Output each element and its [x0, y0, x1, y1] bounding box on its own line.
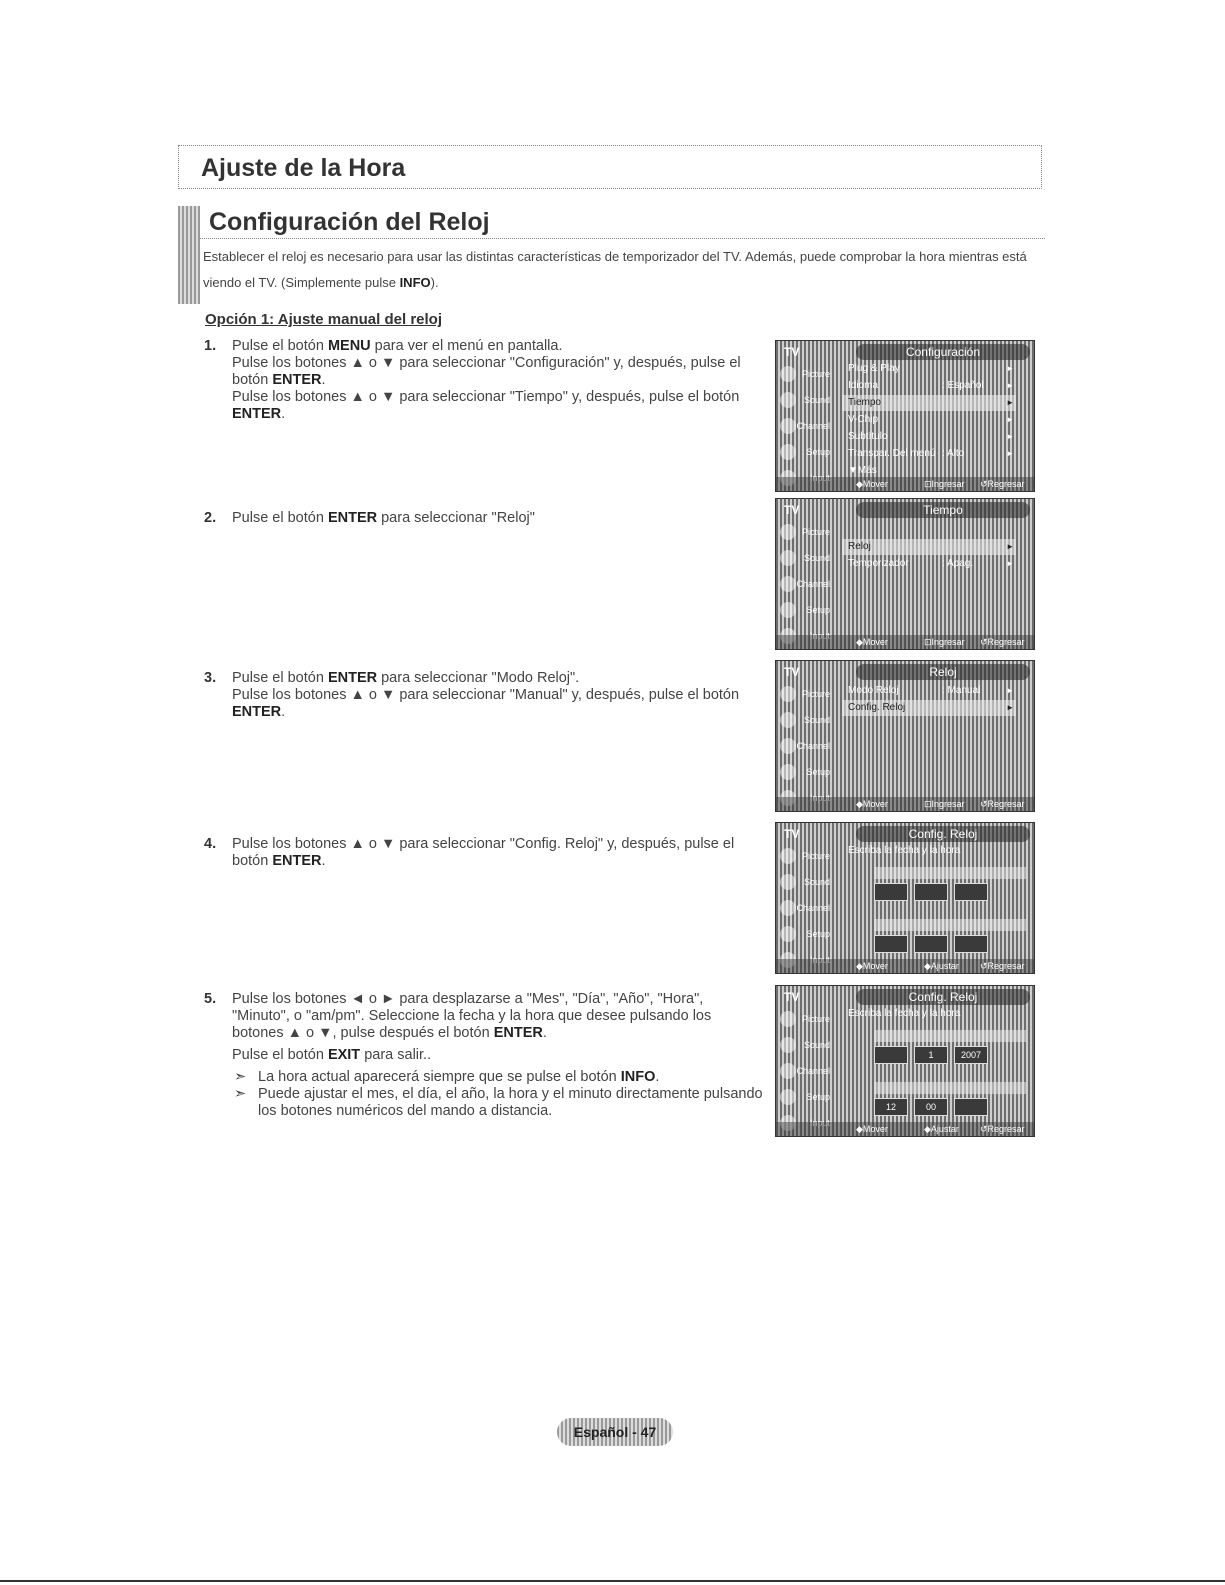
sidebar-item-sound: Sound — [776, 545, 834, 571]
step-5 — [204, 991, 764, 1120]
screen-footer: ◆Mover ◆Ajustar ↺Regresar — [776, 1122, 1034, 1136]
sidebar-item-channel: Channel — [776, 733, 834, 759]
time-row — [874, 1098, 1026, 1116]
menu-item: Idioma : Español ► — [842, 378, 1016, 394]
menu-title: Config. Reloj — [856, 989, 1030, 1005]
sound-icon — [780, 1037, 796, 1053]
tv-label: TV — [784, 345, 800, 359]
tv-screen-config-reloj-empty — [775, 822, 1035, 974]
screen-footer: ◆Mover ◆Ajustar ↺Regresar — [776, 959, 1034, 973]
clock-fields — [874, 867, 1026, 971]
menu-item-selected: Tiempo ► — [842, 395, 1016, 411]
time-row — [874, 935, 1026, 953]
step-number: 1. — [204, 338, 217, 354]
year-box: 2007 — [954, 1046, 988, 1064]
menu-item-more: ▼Más — [848, 465, 877, 476]
step-1 — [204, 338, 764, 423]
picture-icon — [780, 686, 796, 702]
sidebar-item-input: Input — [776, 1110, 834, 1136]
menu-item: Temporizador : Apag. ► — [842, 556, 1016, 572]
step-line: Pulse los botones ▲ o ▼ para seleccionar "Config. Reloj" y, después, pulse el botón ENTER. — [232, 836, 735, 869]
date-row — [874, 1046, 1026, 1064]
sound-icon — [780, 550, 796, 566]
chevron-right-icon: ► — [1006, 559, 1014, 568]
sidebar-item-setup: Setup — [776, 921, 834, 947]
minute-box — [914, 935, 948, 953]
section-rule — [200, 238, 1045, 239]
menu-items — [842, 539, 1016, 573]
chevron-right-icon: ► — [1006, 449, 1014, 458]
chevron-right-icon: ► — [1006, 381, 1014, 390]
screen-sidebar — [776, 1006, 834, 1128]
sidebar-item-input: Input — [776, 465, 834, 491]
date-row — [874, 883, 1026, 901]
chevron-right-icon: ► — [1006, 432, 1014, 441]
step-line: Pulse el botón MENU para ver el menú en pantalla. — [232, 338, 563, 354]
menu-item: V-Chip ► — [842, 412, 1016, 428]
sidebar-item-setup: Setup — [776, 1084, 834, 1110]
date-field-labels — [874, 867, 1026, 879]
menu-items — [842, 683, 1016, 717]
menu-item-selected: Reloj ► — [842, 539, 1016, 555]
chevron-right-icon: ► — [1006, 703, 1014, 712]
step-2 — [204, 510, 764, 527]
chevron-right-icon: ► — [1006, 364, 1014, 373]
ampm-box — [954, 1098, 988, 1116]
sound-icon — [780, 712, 796, 728]
step-number: 3. — [204, 670, 217, 686]
main-header — [178, 145, 1042, 189]
setup-icon — [780, 444, 796, 460]
sidebar-item-sound: Sound — [776, 707, 834, 733]
menu-items — [842, 361, 1016, 480]
setup-icon — [780, 1089, 796, 1105]
tv-screen-tiempo — [775, 498, 1035, 650]
day-box: 1 — [914, 1046, 948, 1064]
bottom-rule — [0, 1580, 1225, 1582]
screen-sidebar — [776, 519, 834, 641]
hour-box — [874, 935, 908, 953]
screen-sidebar — [776, 681, 834, 803]
tv-screen-reloj — [775, 660, 1035, 812]
channel-icon — [780, 900, 796, 916]
menu-items — [842, 1006, 1016, 1023]
year-box — [954, 883, 988, 901]
step-3 — [204, 670, 764, 721]
step-line: Pulse los botones ◄ o ► para desplazarse a "Mes", "Día", "Año", "Hora", "Minuto", o "am/pm". Seleccione la fecha y la hora que desee pulsando los botones ▲ o ▼, pulse después el botón ENTER. — [232, 991, 712, 1041]
month-box — [874, 1046, 908, 1064]
screen-footer: ◆Mover ⊡Ingresar ↺Regresar — [776, 635, 1034, 649]
step-number: 5. — [204, 991, 217, 1007]
clock-subtitle: Escriba la fecha y la hora — [848, 1008, 961, 1019]
sidebar-item-input: Input — [776, 785, 834, 811]
sidebar-item-picture: Picture — [776, 519, 834, 545]
channel-icon — [780, 576, 796, 592]
setup-icon — [780, 602, 796, 618]
menu-title: Tiempo — [856, 502, 1030, 518]
sidebar-item-channel: Channel — [776, 413, 834, 439]
sidebar-item-setup: Setup — [776, 439, 834, 465]
option-heading: Opción 1: Ajuste manual del reloj — [205, 311, 442, 328]
section-title: Configuración del Reloj — [209, 208, 490, 236]
section-bar — [178, 206, 200, 304]
time-field-labels — [874, 919, 1026, 931]
note-1: ➣ La hora actual aparecerá siempre que se pulse el botón INFO. — [234, 1069, 660, 1085]
time-field-labels — [874, 1082, 1026, 1094]
step-line: Pulse los botones ▲ o ▼ para seleccionar "Manual" y, después, pulse el botón ENTER. — [232, 687, 740, 720]
menu-item: Plug & Play ► — [842, 361, 1016, 377]
month-box — [874, 883, 908, 901]
menu-title: Configuración — [856, 344, 1030, 360]
step-line: Pulse el botón ENTER para seleccionar "Modo Reloj". — [232, 670, 580, 686]
tv-label: TV — [784, 827, 800, 841]
chevron-right-icon: ► — [1006, 398, 1014, 407]
tv-label: TV — [784, 503, 800, 517]
chevron-right-icon: ► — [1006, 415, 1014, 424]
sound-icon — [780, 392, 796, 408]
menu-item: Transpar. Del menú : Alto ► — [842, 446, 1016, 462]
step-line: Pulse el botón EXIT para salir.. — [232, 1047, 432, 1063]
menu-item: Subtítulo ► — [842, 429, 1016, 445]
step-number: 4. — [204, 836, 217, 852]
chevron-right-icon: ► — [1006, 542, 1014, 551]
step-4 — [204, 836, 764, 870]
menu-item-selected: Config. Reloj ► — [842, 700, 1016, 716]
menu-item: Modo Reloj : Manual ► — [842, 683, 1016, 699]
picture-icon — [780, 366, 796, 382]
setup-icon — [780, 764, 796, 780]
tv-label: TV — [784, 990, 800, 1004]
clock-fields — [874, 1030, 1026, 1134]
date-field-labels — [874, 1030, 1026, 1042]
step-number: 2. — [204, 510, 217, 526]
sidebar-item-picture: Picture — [776, 681, 834, 707]
channel-icon — [780, 418, 796, 434]
menu-title: Reloj — [856, 664, 1030, 680]
clock-subtitle: Escriba la fecha y la hora — [848, 845, 961, 856]
step-line: Pulse los botones ▲ o ▼ para seleccionar "Tiempo" y, después, pulse el botón ENTER. — [232, 389, 740, 422]
sidebar-item-channel: Channel — [776, 571, 834, 597]
step-line: Pulse los botones ▲ o ▼ para seleccionar "Configuración" y, después, pulse el botón ENTER. — [232, 355, 741, 388]
menu-items — [842, 843, 1016, 860]
page-title: Ajuste de la Hora — [201, 154, 406, 182]
screen-footer: ◆Mover ⊡Ingresar ↺Regresar — [776, 797, 1034, 811]
page-number: Español - 47 — [557, 1418, 673, 1446]
sidebar-item-sound: Sound — [776, 1032, 834, 1058]
setup-icon — [780, 926, 796, 942]
day-box — [914, 883, 948, 901]
sidebar-item-picture: Picture — [776, 1006, 834, 1032]
chevron-right-icon: ► — [1006, 686, 1014, 695]
sidebar-item-sound: Sound — [776, 869, 834, 895]
picture-icon — [780, 524, 796, 540]
screen-sidebar — [776, 361, 834, 483]
sidebar-item-channel: Channel — [776, 1058, 834, 1084]
picture-icon — [780, 848, 796, 864]
sidebar-item-setup: Setup — [776, 759, 834, 785]
tv-label: TV — [784, 665, 800, 679]
sidebar-item-sound: Sound — [776, 387, 834, 413]
tv-screen-configuracion — [775, 340, 1035, 492]
tv-screen-config-reloj-filled — [775, 985, 1035, 1137]
ampm-box — [954, 935, 988, 953]
picture-icon — [780, 1011, 796, 1027]
channel-icon — [780, 738, 796, 754]
screen-footer: ◆Mover ⊡Ingresar ↺Regresar — [776, 477, 1034, 491]
channel-icon — [780, 1063, 796, 1079]
sidebar-item-setup: Setup — [776, 597, 834, 623]
screen-sidebar — [776, 843, 834, 965]
note-arrow-icon: ➣ — [234, 1086, 247, 1102]
sidebar-item-picture: Picture — [776, 361, 834, 387]
note-arrow-icon: ➣ — [234, 1069, 247, 1085]
menu-title: Config. Reloj — [856, 826, 1030, 842]
sidebar-item-picture: Picture — [776, 843, 834, 869]
intro-paragraph: Establecer el reloj es necesario para usar las distintas características de temporizador del TV. Además, puede comprobar la hora mientras está viendo el TV. (Simplemente pulse INFO). — [203, 249, 1027, 290]
sound-icon — [780, 874, 796, 890]
minute-box: 00 — [914, 1098, 948, 1116]
step-line: Pulse el botón ENTER para seleccionar "Reloj" — [232, 510, 535, 526]
sidebar-item-channel: Channel — [776, 895, 834, 921]
sidebar-item-input: Input — [776, 623, 834, 649]
note-2: ➣ Puede ajustar el mes, el día, el año, la hora y el minuto directamente pulsando los botones numéricos del mando a distancia. — [234, 1086, 763, 1119]
sidebar-item-input: Input — [776, 947, 834, 973]
hour-box: 12 — [874, 1098, 908, 1116]
